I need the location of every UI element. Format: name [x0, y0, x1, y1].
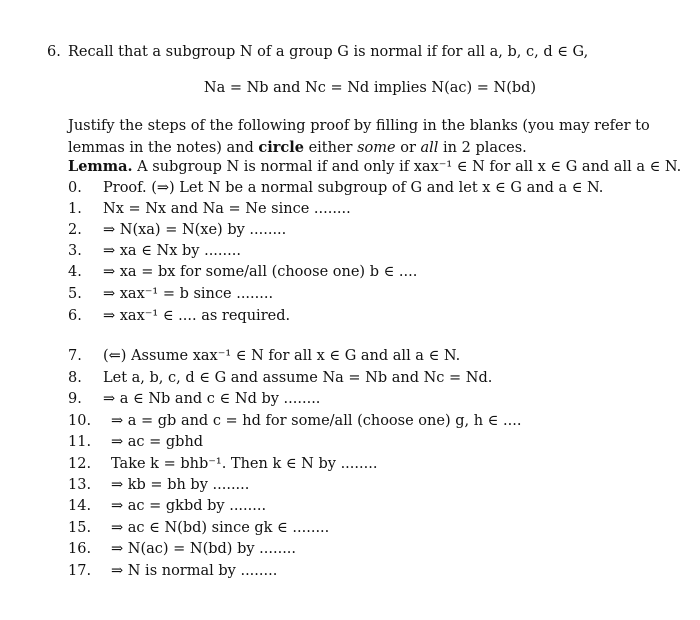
line-number: 10.: [68, 413, 92, 429]
line-text: ⇒ N is normal by ........: [111, 563, 278, 579]
line-text: ⇒ xax⁻¹ ∈ .... as required.: [103, 308, 291, 324]
instructions-part1: Justify the steps of the following proof by filling in the blanks (you may refer to lemmas in the notes) and: [68, 118, 650, 156]
line-number: 7.: [68, 348, 82, 364]
line-text: ⇒ a ∈ Nb and c ∈ Nd by ........: [103, 391, 321, 407]
line-text: Take k = bhb⁻¹. Then k ∈ N by ........: [111, 456, 378, 472]
line-number: 5.: [68, 286, 82, 302]
line-number: 0.: [68, 180, 82, 196]
line-text: ⇒ N(xa) = N(xe) by ........: [103, 222, 287, 238]
line-text: (⇐) Assume xax⁻¹ ∈ N for all x ∈ G and all a ∈ N.: [103, 348, 461, 364]
line-number: 9.: [68, 391, 82, 407]
line-text: ⇒ kb = bh by ........: [111, 477, 250, 493]
line-number: 2.: [68, 222, 82, 238]
line-text: Let a, b, c, d ∈ G and assume Na = Nb and Nc = Nd.: [103, 370, 493, 386]
line-number: 6.: [68, 308, 82, 324]
line-number: 15.: [68, 520, 92, 536]
line-number: 1.: [68, 201, 82, 217]
line-text: ⇒ ac ∈ N(bd) since gk ∈ ........: [111, 520, 330, 536]
line-number: 11.: [68, 434, 92, 450]
problem-intro: Recall that a subgroup N of a group G is normal if for all a, b, c, d ∈ G,: [68, 44, 589, 60]
instructions-part2: either: [308, 140, 353, 156]
line-text: ⇒ ac = gkbd by ........: [111, 498, 267, 514]
problem-number: 6.: [47, 44, 61, 60]
instructions-or: or: [400, 140, 416, 156]
line-text: ⇒ xa ∈ Nx by ........: [103, 243, 241, 259]
line-number: 8.: [68, 370, 82, 386]
instructions-some: some: [357, 140, 396, 156]
instructions-all: all: [420, 140, 439, 156]
line-number: 12.: [68, 456, 92, 472]
line-text: ⇒ xa = bx for some/all (choose one) b ∈ ....: [103, 264, 418, 280]
line-number: 14.: [68, 498, 92, 514]
instructions-circle: circle: [258, 139, 304, 156]
line-text: ⇒ ac = gbhd: [111, 434, 204, 450]
line-number: 4.: [68, 264, 82, 280]
lemma-text: A subgroup N is normal if and only if xax⁻¹ ∈ N for all x ∈ G and all a ∈ N.: [137, 159, 682, 175]
line-text: ⇒ xax⁻¹ = b since ........: [103, 286, 274, 302]
display-equation: Na = Nb and Nc = Nd implies N(ac) = N(bd): [203, 80, 537, 96]
lemma-statement: [68, 158, 690, 175]
instructions: [68, 116, 690, 159]
instructions-part3: in 2 places.: [443, 140, 527, 156]
line-text: ⇒ a = gb and c = hd for some/all (choose one) g, h ∈ ....: [111, 413, 522, 429]
line-text: Proof. (⇒) Let N be a normal subgroup of G and let x ∈ G and a ∈ N.: [103, 180, 604, 196]
line-number: 17.: [68, 563, 92, 579]
line-number: 3.: [68, 243, 82, 259]
line-text: Nx = Nx and Na = Ne since ........: [103, 201, 351, 217]
lemma-label: Lemma.: [68, 158, 133, 175]
line-number: 16.: [68, 541, 92, 557]
line-text: ⇒ N(ac) = N(bd) by ........: [111, 541, 297, 557]
line-number: 13.: [68, 477, 92, 493]
